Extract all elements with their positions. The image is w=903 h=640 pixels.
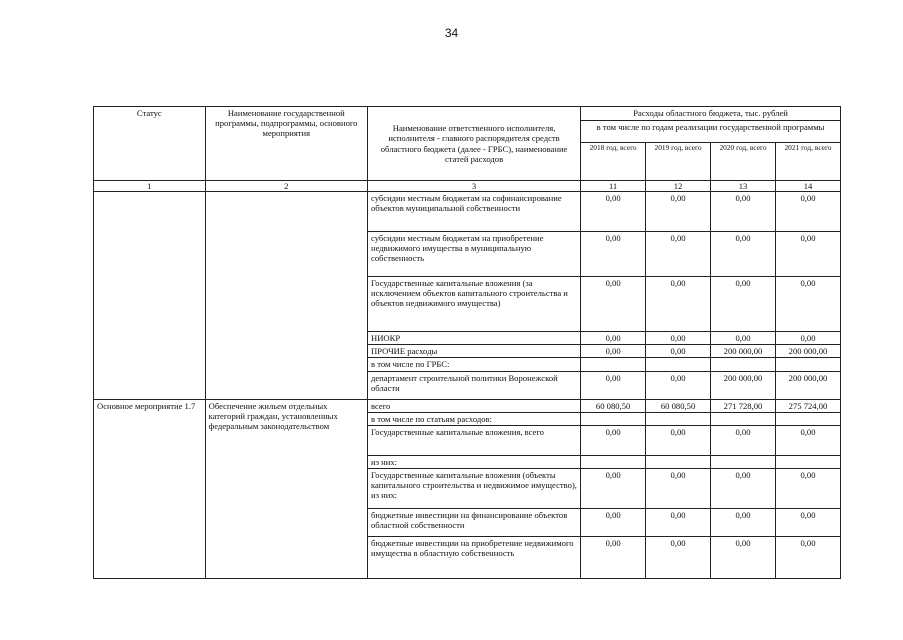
value-cell: [581, 358, 646, 371]
header-year: 2021 год, всего: [775, 143, 840, 181]
value-cell: 0,00: [711, 192, 776, 232]
value-cell: 200 000,00: [711, 345, 776, 358]
value-cell: 0,00: [711, 425, 776, 455]
row-label: ПРОЧИЕ расходы: [368, 345, 581, 358]
value-cell: 60 080,50: [646, 399, 711, 412]
value-cell: 0,00: [775, 332, 840, 345]
value-cell: [581, 412, 646, 425]
value-cell: 0,00: [646, 332, 711, 345]
value-cell: [646, 412, 711, 425]
value-cell: 0,00: [711, 536, 776, 578]
row-label: Государственные капитальные вложения (за исключением объектов капитального строительства и объектов недвижимого имущества): [368, 277, 581, 332]
row-label: в том числе по статьям расходов:: [368, 412, 581, 425]
value-cell: [775, 455, 840, 468]
header-year: 2019 год, всего: [646, 143, 711, 181]
row-label: в том числе по ГРБС:: [368, 358, 581, 371]
column-number: 14: [775, 181, 840, 192]
value-cell: 0,00: [775, 425, 840, 455]
value-cell: 0,00: [711, 508, 776, 536]
header-status: Статус: [94, 107, 206, 181]
value-cell: [711, 412, 776, 425]
value-cell: 0,00: [711, 277, 776, 332]
column-number: 11: [581, 181, 646, 192]
header-year: 2018 год, всего: [581, 143, 646, 181]
value-cell: [646, 455, 711, 468]
column-number: 1: [94, 181, 206, 192]
program-name-cell: [205, 192, 367, 399]
value-cell: 0,00: [646, 468, 711, 508]
value-cell: 0,00: [581, 332, 646, 345]
header-expenses-title: Расходы областного бюджета, тыс. рублей: [581, 107, 841, 121]
value-cell: 0,00: [711, 468, 776, 508]
value-cell: 0,00: [711, 232, 776, 277]
header-program-name: Наименование государственной программы, подпрограммы, основного мероприятия: [205, 107, 367, 181]
value-cell: [711, 358, 776, 371]
value-cell: 275 724,00: [775, 399, 840, 412]
value-cell: 0,00: [581, 468, 646, 508]
value-cell: 60 080,50: [581, 399, 646, 412]
value-cell: 0,00: [581, 277, 646, 332]
column-number: 3: [368, 181, 581, 192]
row-label: Государственные капитальные вложения, всего: [368, 425, 581, 455]
row-label: Государственные капитальные вложения (объекты капитального строительства и недвижимое имущество), из них:: [368, 468, 581, 508]
value-cell: 0,00: [646, 345, 711, 358]
row-label: всего: [368, 399, 581, 412]
value-cell: 0,00: [581, 345, 646, 358]
column-number: 12: [646, 181, 711, 192]
value-cell: 271 728,00: [711, 399, 776, 412]
status-cell: [94, 192, 206, 399]
value-cell: 0,00: [581, 425, 646, 455]
column-number: 2: [205, 181, 367, 192]
value-cell: 0,00: [775, 508, 840, 536]
value-cell: 0,00: [646, 536, 711, 578]
row-label: субсидии местным бюджетам на софинансирование объектов муниципальной собственности: [368, 192, 581, 232]
table-row: [94, 399, 841, 412]
value-cell: 0,00: [646, 192, 711, 232]
row-label: бюджетные инвестиции на финансирование объектов областной собственности: [368, 508, 581, 536]
status-cell: Основное мероприятие 1.7: [94, 399, 206, 578]
value-cell: 0,00: [711, 332, 776, 345]
page-number: 34: [444, 26, 459, 40]
value-cell: 0,00: [646, 425, 711, 455]
program-name-cell: Обеспечение жильем отдельных категорий граждан, установленных федеральным законодательством: [205, 399, 367, 578]
header-by-years: в том числе по годам реализации государственной программы: [581, 121, 841, 143]
value-cell: 200 000,00: [775, 345, 840, 358]
value-cell: [775, 412, 840, 425]
row-label: НИОКР: [368, 332, 581, 345]
value-cell: 0,00: [581, 508, 646, 536]
value-cell: 0,00: [581, 371, 646, 399]
value-cell: 200 000,00: [775, 371, 840, 399]
row-label: бюджетные инвестиции на приобретение недвижимого имущества в областную собственность: [368, 536, 581, 578]
header-executor: Наименование ответственного исполнителя, исполнителя - главного распорядителя средств областного бюджета (далее - ГРБС), наименование статей расходов: [368, 107, 581, 181]
value-cell: [775, 358, 840, 371]
column-number: 13: [711, 181, 776, 192]
table-row: [94, 192, 841, 232]
value-cell: 0,00: [646, 508, 711, 536]
value-cell: 0,00: [581, 232, 646, 277]
value-cell: 0,00: [775, 232, 840, 277]
row-label: из них:: [368, 455, 581, 468]
header-year: 2020 год, всего: [711, 143, 776, 181]
value-cell: [711, 455, 776, 468]
value-cell: 0,00: [646, 371, 711, 399]
value-cell: 0,00: [775, 468, 840, 508]
value-cell: 200 000,00: [711, 371, 776, 399]
value-cell: [646, 358, 711, 371]
value-cell: 0,00: [581, 192, 646, 232]
value-cell: 0,00: [581, 536, 646, 578]
value-cell: 0,00: [775, 192, 840, 232]
value-cell: [581, 455, 646, 468]
value-cell: 0,00: [775, 536, 840, 578]
value-cell: 0,00: [646, 277, 711, 332]
row-label: департамент строительной политики Воронежской области: [368, 371, 581, 399]
row-label: субсидии местным бюджетам на приобретение недвижимого имущества в муниципальную собственность: [368, 232, 581, 277]
column-numbers-row: [94, 181, 841, 192]
value-cell: 0,00: [775, 277, 840, 332]
budget-table: [93, 106, 841, 579]
value-cell: 0,00: [646, 232, 711, 277]
